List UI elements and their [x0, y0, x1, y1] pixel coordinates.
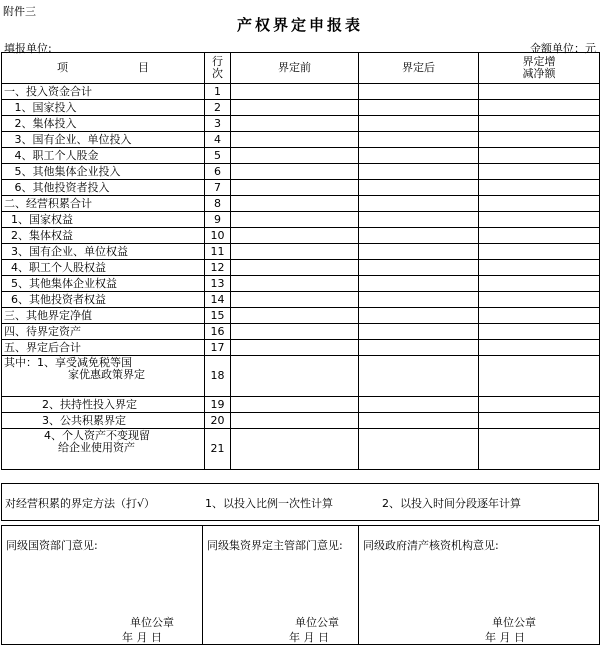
table-row	[2, 196, 600, 212]
row-line-number: 2	[205, 100, 231, 116]
row-line-number: 5	[205, 148, 231, 164]
row-line-number: 3	[205, 116, 231, 132]
table-row	[2, 260, 600, 276]
cell-after[interactable]	[359, 397, 479, 413]
cell-before[interactable]	[231, 100, 359, 116]
row-line-number: 13	[205, 276, 231, 292]
cell-net-change[interactable]	[479, 356, 600, 397]
cell-before[interactable]	[231, 244, 359, 260]
cell-before[interactable]	[231, 228, 359, 244]
filler-unit-label: 填报单位:	[4, 42, 52, 55]
cell-net-change[interactable]	[479, 212, 600, 228]
cell-after[interactable]	[359, 429, 479, 470]
cell-net-change[interactable]	[479, 276, 600, 292]
cell-before[interactable]	[231, 324, 359, 340]
method-option-by-period[interactable]: 2、以投入时间分段逐年计算	[382, 497, 521, 510]
row-label: 2、扶持性投入界定	[2, 397, 205, 413]
attachment-label: 附件三	[3, 5, 36, 18]
table-header-row	[2, 53, 600, 84]
method-label: 对经营积累的界定方法（打√）	[5, 497, 156, 510]
cell-after[interactable]	[359, 292, 479, 308]
row-line-number: 20	[205, 413, 231, 429]
cell-net-change[interactable]	[479, 84, 600, 100]
row-line-number: 4	[205, 132, 231, 148]
cell-after[interactable]	[359, 340, 479, 356]
cell-after[interactable]	[359, 116, 479, 132]
row-label: 2、集体投入	[2, 116, 205, 132]
table-row	[2, 100, 600, 116]
table-row	[2, 164, 600, 180]
row-label: 四、待界定资产	[2, 324, 205, 340]
currency-unit-label: 金额单位：元	[530, 42, 596, 55]
table-row	[2, 180, 600, 196]
opinion-seal: 单位公章	[130, 616, 174, 629]
cell-before[interactable]	[231, 212, 359, 228]
row-label: 4、职工个人股权益	[2, 260, 205, 276]
cell-before[interactable]	[231, 148, 359, 164]
cell-after[interactable]	[359, 148, 479, 164]
table-row	[2, 116, 600, 132]
row-line-number: 15	[205, 308, 231, 324]
cell-after[interactable]	[359, 180, 479, 196]
cell-before[interactable]	[231, 164, 359, 180]
cell-after[interactable]	[359, 356, 479, 397]
cell-after[interactable]	[359, 324, 479, 340]
cell-before[interactable]	[231, 397, 359, 413]
header-net-change: 界定增 减净额	[479, 53, 600, 84]
table-row	[2, 429, 600, 470]
cell-net-change[interactable]	[479, 148, 600, 164]
row-label: 五、界定后合计	[2, 340, 205, 356]
page-title: 产权界定申报表	[236, 16, 363, 34]
opinion-state-assets[interactable]	[2, 526, 203, 645]
cell-net-change[interactable]	[479, 116, 600, 132]
row-line-number: 17	[205, 340, 231, 356]
row-label: 3、公共积累界定	[2, 413, 205, 429]
cell-before[interactable]	[231, 196, 359, 212]
header-line-number: 行 次	[205, 53, 231, 84]
table-row	[2, 292, 600, 308]
opinion-collective-assets[interactable]	[203, 526, 359, 645]
table-row	[2, 212, 600, 228]
cell-after[interactable]	[359, 413, 479, 429]
cell-after[interactable]	[359, 260, 479, 276]
opinions-table	[1, 525, 600, 645]
cell-after[interactable]	[359, 228, 479, 244]
table-row	[2, 324, 600, 340]
table-row	[2, 84, 600, 100]
row-line-number: 14	[205, 292, 231, 308]
opinion-title: 同级集资界定主管部门意见:	[207, 539, 343, 552]
opinion-date: 年 月 日	[289, 631, 329, 644]
cell-after[interactable]	[359, 196, 479, 212]
cell-after[interactable]	[359, 244, 479, 260]
cell-after[interactable]	[359, 164, 479, 180]
header-after: 界定后	[359, 53, 479, 84]
cell-net-change[interactable]	[479, 180, 600, 196]
cell-net-change[interactable]	[479, 429, 600, 470]
row-line-number: 11	[205, 244, 231, 260]
row-label: 1、国家权益	[2, 212, 205, 228]
cell-before[interactable]	[231, 180, 359, 196]
row-line-number: 16	[205, 324, 231, 340]
opinion-title: 同级国资部门意见:	[6, 539, 98, 552]
row-label: 3、国有企业、单位权益	[2, 244, 205, 260]
cell-after[interactable]	[359, 84, 479, 100]
row-line-number: 8	[205, 196, 231, 212]
row-label: 一、投入资金合计	[2, 84, 205, 100]
row-line-number: 12	[205, 260, 231, 276]
header-item: 项 目	[2, 53, 205, 84]
table-row	[2, 397, 600, 413]
cell-net-change[interactable]	[479, 340, 600, 356]
table-row	[2, 132, 600, 148]
cell-after[interactable]	[359, 100, 479, 116]
cell-before[interactable]	[231, 413, 359, 429]
row-label: 2、集体权益	[2, 228, 205, 244]
opinion-asset-verification[interactable]	[359, 526, 600, 645]
table-row	[2, 244, 600, 260]
row-line-number: 6	[205, 164, 231, 180]
row-line-number: 18	[205, 356, 231, 397]
cell-before[interactable]	[231, 292, 359, 308]
row-label: 其中：1、享受减免税等国 家优惠政策界定	[2, 356, 205, 397]
row-line-number: 21	[205, 429, 231, 470]
cell-before[interactable]	[231, 308, 359, 324]
row-label: 6、其他投资者权益	[2, 292, 205, 308]
cell-net-change[interactable]	[479, 132, 600, 148]
table-row	[2, 308, 600, 324]
row-line-number: 10	[205, 228, 231, 244]
row-label: 4、个人资产不变现留 给企业使用资产	[2, 429, 205, 470]
cell-net-change[interactable]	[479, 164, 600, 180]
cell-before[interactable]	[231, 356, 359, 397]
cell-net-change[interactable]	[479, 244, 600, 260]
cell-after[interactable]	[359, 212, 479, 228]
row-label: 二、经营积累合计	[2, 196, 205, 212]
method-option-one-time[interactable]: 1、以投入比例一次性计算	[205, 497, 333, 510]
cell-before[interactable]	[231, 84, 359, 100]
cell-net-change[interactable]	[479, 292, 600, 308]
row-label: 5、其他集体企业权益	[2, 276, 205, 292]
row-label: 1、国家投入	[2, 100, 205, 116]
row-line-number: 9	[205, 212, 231, 228]
opinion-title: 同级政府清产核资机构意见:	[363, 539, 499, 552]
cell-before[interactable]	[231, 340, 359, 356]
cell-after[interactable]	[359, 276, 479, 292]
opinion-seal: 单位公章	[492, 616, 536, 629]
cell-net-change[interactable]	[479, 308, 600, 324]
table-row	[2, 276, 600, 292]
cell-before[interactable]	[231, 260, 359, 276]
table-row	[2, 340, 600, 356]
row-label: 6、其他投资者投入	[2, 180, 205, 196]
opinion-date: 年 月 日	[122, 631, 162, 644]
row-label: 5、其他集体企业投入	[2, 164, 205, 180]
row-line-number: 1	[205, 84, 231, 100]
cell-net-change[interactable]	[479, 413, 600, 429]
equity-declaration-table	[1, 52, 600, 470]
row-label: 4、职工个人股金	[2, 148, 205, 164]
cell-net-change[interactable]	[479, 228, 600, 244]
cell-before[interactable]	[231, 276, 359, 292]
cell-before[interactable]	[231, 429, 359, 470]
table-row	[2, 356, 600, 397]
row-label: 3、国有企业、单位投入	[2, 132, 205, 148]
cell-before[interactable]	[231, 116, 359, 132]
opinion-seal: 单位公章	[295, 616, 339, 629]
cell-before[interactable]	[231, 132, 359, 148]
opinion-date: 年 月 日	[485, 631, 525, 644]
table-row	[2, 148, 600, 164]
cell-after[interactable]	[359, 132, 479, 148]
row-label: 三、其他界定净值	[2, 308, 205, 324]
cell-net-change[interactable]	[479, 196, 600, 212]
row-line-number: 19	[205, 397, 231, 413]
table-row	[2, 228, 600, 244]
cell-net-change[interactable]	[479, 397, 600, 413]
cell-after[interactable]	[359, 308, 479, 324]
cell-net-change[interactable]	[479, 260, 600, 276]
row-line-number: 7	[205, 180, 231, 196]
header-before: 界定前	[231, 53, 359, 84]
table-row	[2, 413, 600, 429]
accumulation-method-row	[1, 483, 599, 521]
cell-net-change[interactable]	[479, 324, 600, 340]
cell-net-change[interactable]	[479, 100, 600, 116]
